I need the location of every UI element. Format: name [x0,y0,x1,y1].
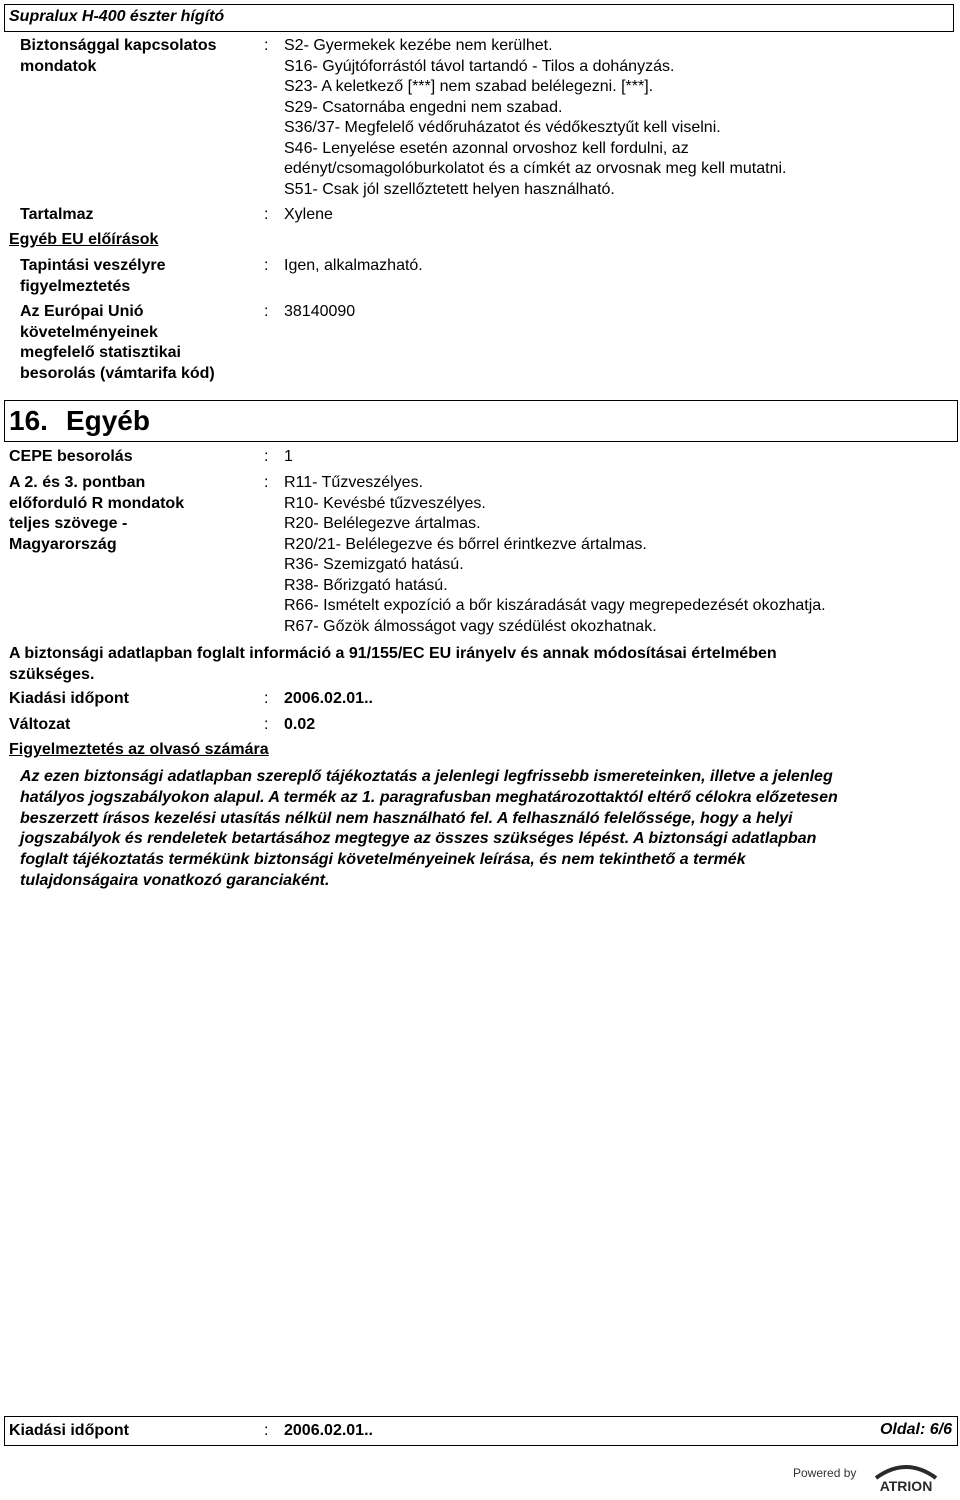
eu-classification-label-line: besorolás (vámtarifa kód) [20,364,215,382]
cepe-label: CEPE besorolás [9,448,133,465]
safety-phrase: S51- Csak jól szellőztetett helyen használható. [284,180,615,198]
reader-note-line: hatályos jogszabályokon alapul. A termék az 1. paragrafusban meghatározottaktól eltérő célokra előzetesen [20,788,838,806]
safety-phrase: S46- Lenyelése esetén azonnal orvoshoz kell fordulni, az [284,139,689,157]
safety-label-line: mondatok [20,57,97,75]
reader-note-text [20,767,960,892]
directive-line: szükséges. [9,666,95,683]
section-16-title [9,404,150,438]
safety-phrase: S36/37- Megfelelő védőruházatot és védőkesztyűt kell viselni. [284,119,721,136]
tactile-warning-label-line: Tapintási veszélyre [20,257,166,274]
eu-classification-label-line: Az Európai Unió [20,303,144,320]
reader-note-line: beszerzett írásos kezelési utasítás nélkül nem használható fel. A felhasználó felelőssége, hogy a helyi [20,809,793,827]
section-number: 16. [9,405,48,436]
document-title: Supralux H-400 észter hígító [9,8,225,25]
safety-label [20,36,217,77]
r-phrases-label-line: előforduló R mondatok [9,494,185,512]
r-phrase: R66- Ismételt expozíció a bőr kiszáradását vagy megrepedezését okozhatja. [284,597,826,614]
tactile-warning-label [20,256,166,297]
reader-note-line: jogszabályok és rendeletek betartásához megtegye az összes szükséges lépést. A biztonsági adatlapban [20,830,817,848]
issue-date-label: Kiadási időpont [9,690,129,707]
customs-code-value: 38140090 [284,303,356,320]
eu-rules-heading: Egyéb EU előírások [9,231,159,248]
safety-label-line: Biztonsággal kapcsolatos [20,37,217,54]
r-phrase: R67- Gőzök álmosságot vagy szédülést okozhatnak. [284,617,657,635]
footer-issue-label: Kiadási időpont [9,1422,129,1439]
version-value: 0.02 [284,716,316,733]
r-phrase: R38- Bőrizgató hatású. [284,576,448,594]
tactile-warning-value: Igen, alkalmazható. [284,257,423,274]
eu-classification-label-line: követelményeinek [20,323,158,341]
r-phrases-list [284,473,826,637]
reader-note-line: foglalt tájékoztatás termékünk biztonsági követelményeinek leírása, és nem tekinthető a termék [20,851,746,869]
colon: : [264,690,269,707]
contains-value: Xylene [284,206,333,223]
r-phrases-label [9,473,184,555]
colon: : [264,303,269,320]
r-phrases-label-line: Magyarország [9,535,117,553]
version-label: Változat [9,716,71,733]
section-name: Egyéb [65,405,150,436]
powered-by-text: Powered by [793,1466,857,1480]
eu-classification-label [20,302,215,384]
footer-issue-value: 2006.02.01.. [284,1422,373,1439]
issue-date-value: 2006.02.01.. [284,690,373,707]
cepe-value: 1 [284,448,293,465]
atrion-logo [862,1460,950,1499]
directive-statement [9,643,777,685]
safety-phrases [284,36,786,200]
eu-classification-label-line: megfelelő statisztikai [20,344,181,361]
safety-phrase: S2- Gyermekek kezébe nem kerülhet. [284,37,553,54]
colon: : [264,206,269,223]
colon: : [264,37,269,54]
page-number: Oldal: 6/6 [879,1421,952,1438]
r-phrases-label-line: A 2. és 3. pontban [9,474,146,491]
r-phrase: R36- Szemizgató hatású. [284,556,464,573]
reader-note-heading: Figyelmeztetés az olvasó számára [9,741,269,758]
contains-label: Tartalmaz [20,206,94,223]
colon: : [264,1422,269,1439]
colon: : [264,257,269,274]
reader-note-line: tulajdonságaira vonatkozó garanciaként. [20,871,330,889]
colon: : [264,448,269,465]
reader-note-line: Az ezen biztonsági adatlapban szereplő tájékoztatás a jelenlegi legfrissebb ismereteinken, illetve a jelenleg [20,768,833,785]
safety-phrase: S23- A keletkező [***] nem szabad belélegezni. [***]. [284,78,654,95]
r-phrase: R11- Tűzveszélyes. [284,474,424,491]
colon: : [264,716,269,733]
r-phrases-label-line: teljes szövege - [9,515,128,532]
atrion-logo-icon [862,1460,950,1494]
tactile-warning-label-line: figyelmeztetés [20,277,131,295]
r-phrase: R20/21- Belélegezve és bőrrel érintkezve ártalmas. [284,535,647,553]
directive-line: A biztonsági adatlapban foglalt információ a 91/155/EC EU irányelv és annak módosításai értelmében [9,645,777,662]
atrion-logo-text: ATRION [879,1478,933,1494]
footer-box [4,1416,958,1446]
safety-phrase: edényt/csomagolóburkolatot és a címkét az orvosnak meg kell mutatni. [284,160,787,177]
r-phrase: R20- Belélegezve ártalmas. [284,515,481,532]
safety-phrase: S29- Csatornába engedni nem szabad. [284,98,563,116]
colon: : [264,474,269,491]
safety-phrase: S16- Gyújtóforrástól távol tartandó - Tilos a dohányzás. [284,57,675,75]
r-phrase: R10- Kevésbé tűzveszélyes. [284,494,486,512]
